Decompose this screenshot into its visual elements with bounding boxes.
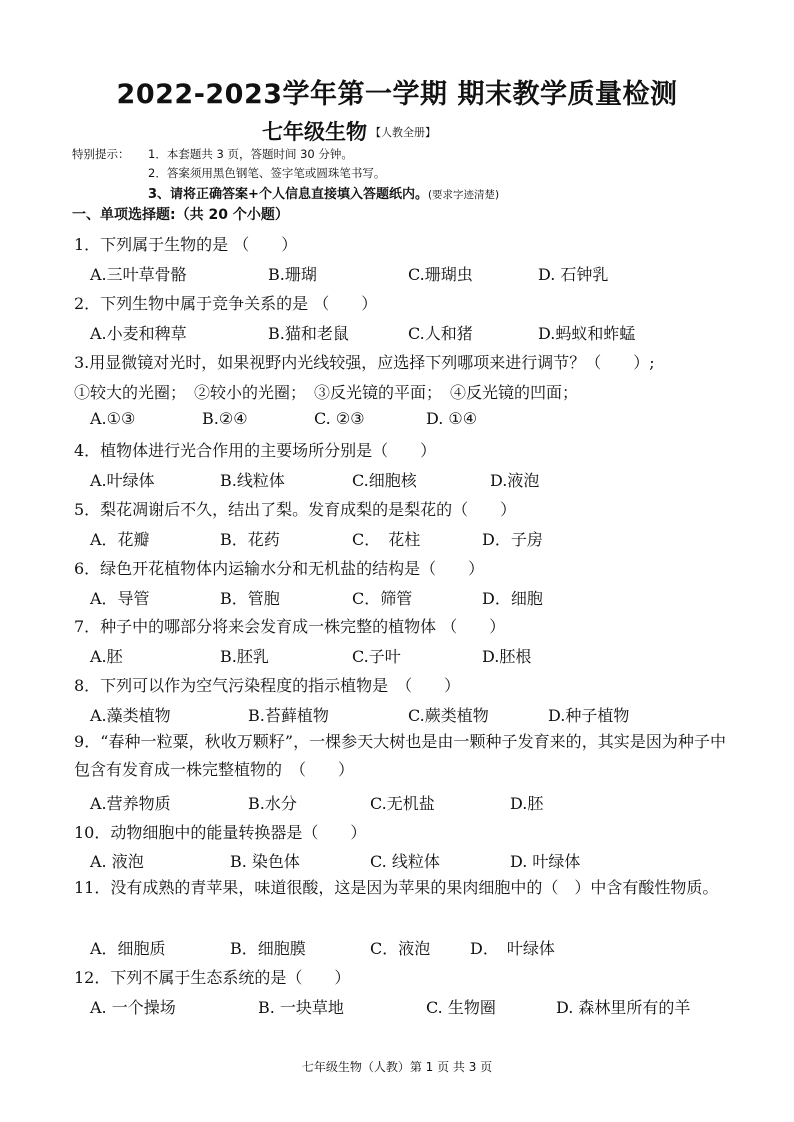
option-b: B.苔藓植物 xyxy=(248,706,329,725)
subject-label: 七年级生物 xyxy=(262,120,367,144)
option-a: A.藻类植物 xyxy=(90,706,171,725)
option-d: D．细胞 xyxy=(482,589,543,608)
option-a: A. 一个操场 xyxy=(90,998,176,1017)
option-d: D. ①④ xyxy=(426,409,478,428)
question-7: 7．种子中的哪部分将来会发育成一株完整的植物体 （ ） xyxy=(74,617,506,636)
question-10: 10．动物细胞中的能量转换器是（ ） xyxy=(74,823,367,842)
option-a: A. 液泡 xyxy=(90,852,144,871)
question-11: 11．没有成熟的青苹果，味道很酸，这是因为苹果的果肉细胞中的（ ）中含有酸性物质。 xyxy=(74,878,719,897)
option-d: D. 叶绿体 xyxy=(510,852,581,871)
question-9: 9．“春种一粒粟，秋收万颗籽”，一棵参天大树也是由一颗种子发育来的，其实是因为种子中包含有发育成一株完整植物的 （ ） xyxy=(74,732,726,779)
option-a: A.小麦和稗草 xyxy=(90,324,187,343)
option-b: B.胚乳 xyxy=(220,647,269,666)
option-d: D． 叶绿体 xyxy=(470,939,555,958)
option-a: A．导管 xyxy=(90,589,150,608)
option-d: D. 森林里所有的羊 xyxy=(556,998,691,1017)
option-a: A.①③ xyxy=(90,409,136,428)
option-a: A.三叶草骨骼 xyxy=(90,265,187,284)
option-b: B.线粒体 xyxy=(220,471,285,490)
page-footer: 七年级生物（人教）第 1 页 共 3 页 xyxy=(301,1060,493,1074)
exam-subtitle xyxy=(262,116,436,146)
tip-line-3-text: 3、请将正确答案+个人信息直接填入答题纸内。 xyxy=(148,187,428,202)
option-a: A．花瓣 xyxy=(90,530,150,549)
option-d: D.液泡 xyxy=(490,471,540,490)
option-c: C. 线粒体 xyxy=(370,852,440,871)
question-1: 1．下列属于生物的是 （ ） xyxy=(74,235,298,254)
option-a: A.营养物质 xyxy=(90,794,171,813)
tips-label: 特别提示： xyxy=(72,147,130,161)
option-a: A.胚 xyxy=(90,647,123,666)
option-d: D.胚根 xyxy=(482,647,532,666)
question-12: 12．下列不属于生态系统的是（ ） xyxy=(74,968,351,987)
option-b: B. 一块草地 xyxy=(258,998,344,1017)
question-8: 8．下列可以作为空气污染程度的指示植物是 （ ） xyxy=(74,676,461,695)
tip-line-3-note: (要求字迹清楚) xyxy=(427,189,500,201)
option-b: B．管胞 xyxy=(220,589,280,608)
option-b: B.珊瑚 xyxy=(268,265,317,284)
option-d: D.种子植物 xyxy=(548,706,630,725)
question-2: 2．下列生物中属于竞争关系的是 （ ） xyxy=(74,294,378,313)
option-c: C.子叶 xyxy=(352,647,401,666)
option-d: D．子房 xyxy=(482,530,543,549)
option-b: B.猫和老鼠 xyxy=(268,324,349,343)
question-6: 6．绿色开花植物体内运输水分和无机盐的结构是（ ） xyxy=(74,559,485,578)
tip-line-1: 1．本套题共 3 页，答题时间 30 分钟。 xyxy=(148,147,353,161)
option-c: C.珊瑚虫 xyxy=(408,265,473,284)
option-c: C．筛管 xyxy=(352,589,413,608)
tip-line-2: 2．答案须用黑色钢笔、签字笔或圆珠笔书写。 xyxy=(148,166,386,180)
option-c: C.人和猪 xyxy=(408,324,473,343)
option-b: B．细胞膜 xyxy=(230,939,306,958)
tip-line-3 xyxy=(148,183,499,202)
option-c: C.蕨类植物 xyxy=(408,706,489,725)
question-5: 5．梨花凋谢后不久，结出了梨。发育成梨的是梨花的（ ） xyxy=(74,500,517,519)
option-d: D.蚂蚁和蚱蜢 xyxy=(538,324,636,343)
option-c: C.细胞核 xyxy=(352,471,417,490)
option-a: A.叶绿体 xyxy=(90,471,155,490)
question-3-choices: ①较大的光圈； ②较小的光圈； ③反光镜的平面； ④反光镜的凹面； xyxy=(74,383,579,402)
option-c: C. ②③ xyxy=(314,409,365,428)
option-c: C. 生物圈 xyxy=(426,998,496,1017)
option-d: D. 石钟乳 xyxy=(538,265,609,284)
option-b: B.②④ xyxy=(202,409,248,428)
option-a: A．细胞质 xyxy=(90,939,166,958)
edition-tag: 【人教全册】 xyxy=(370,126,436,139)
option-c: C.无机盐 xyxy=(370,794,435,813)
option-b: B. 染色体 xyxy=(230,852,300,871)
option-b: B．花药 xyxy=(220,530,280,549)
question-3: 3.用显微镜对光时，如果视野内光线较强，应选择下列哪项来进行调节？（ ）; xyxy=(74,353,655,372)
option-c: C．液泡 xyxy=(370,939,431,958)
option-c: C． 花柱 xyxy=(352,530,421,549)
option-d: D.胚 xyxy=(510,794,544,813)
option-b: B.水分 xyxy=(248,794,297,813)
exam-title: 2022-2023学年第一学期 期末教学质量检测 xyxy=(116,79,678,110)
section-title: 一、单项选择题:（共 20 个小题） xyxy=(72,207,289,223)
question-4: 4．植物体进行光合作用的主要场所分别是（ ） xyxy=(74,441,437,460)
